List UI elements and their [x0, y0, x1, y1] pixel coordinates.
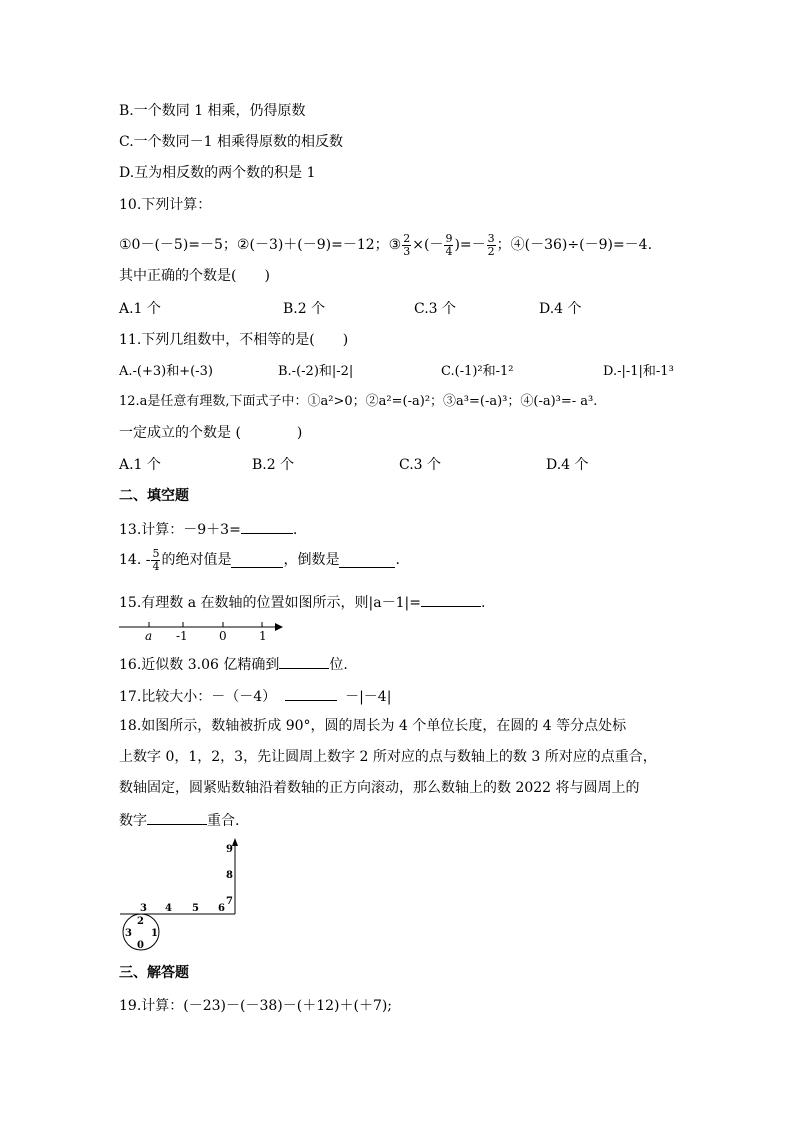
q15-period: .	[480, 595, 486, 611]
q10-times: ×(－	[412, 237, 444, 253]
circle-label-2: 2	[137, 916, 144, 927]
q13-answer-blank	[241, 519, 293, 534]
q10-expressions	[119, 228, 652, 262]
q15-label-1: 1	[259, 629, 267, 643]
q18-line4-prefix: 数字	[119, 813, 147, 829]
q10-option-c: C.3 个	[414, 301, 457, 317]
q15-number-line	[115, 617, 290, 645]
axis-label-7: 7	[226, 896, 233, 907]
q10-option-a: A.1 个	[119, 301, 161, 317]
axis-label-9: 9	[226, 844, 233, 855]
q10-option-b: B.2 个	[283, 301, 326, 317]
q9-option-c: C.一个数同－1 相乘得原数的相反数	[119, 134, 344, 150]
circle-label-0: 0	[137, 940, 144, 951]
q14-period: .	[395, 552, 400, 568]
axis-label-4: 4	[165, 903, 172, 914]
axis-label-3: 3	[140, 903, 147, 914]
q11-option-a: A.-(+3)和+(-3)	[119, 364, 213, 379]
q12-question: 一定成立的个数是 ( )	[119, 425, 303, 441]
q18-line3: 数轴固定，圆紧贴数轴沿着数轴的正方向滚动，那么数轴上的数 2022 将与圆周上的	[119, 780, 640, 796]
q14-reciprocal-blank	[339, 553, 395, 568]
axis-label-5: 5	[192, 903, 199, 914]
q11-stem: 11.下列几组数中，不相等的是( )	[119, 332, 349, 348]
q11-option-d: D.-|-1|和-1³	[603, 364, 674, 379]
q15-label-neg1: -1	[176, 629, 188, 643]
section-solve-heading: 三、解答题	[119, 965, 189, 981]
q10-eq: )=－	[454, 237, 486, 253]
q18-line4	[119, 810, 239, 830]
q14-reciprocal-text: ，倒数是	[283, 552, 340, 568]
q18-line4-suffix: 重合.	[207, 813, 240, 829]
q14-fraction: $\frac{5}{4}$	[152, 546, 160, 573]
q10-part2: ；④(－36)÷(－9)=－4.	[496, 237, 653, 253]
q14-abs-text: 的绝对值是	[161, 552, 232, 568]
q18-line2: 上数字 0，1，2，3，先让圆周上数字 2 所对应的点与数轴上的数 3 所对应的点重合，	[119, 749, 657, 765]
q9-option-d: D.互为相反数的两个数的积是 1	[119, 165, 316, 181]
q10-fraction-1: $\frac{2}{3}$	[403, 231, 411, 258]
q10-stem: 10.下列计算：	[119, 197, 212, 213]
q10-question: 其中正确的个数是( )	[119, 268, 270, 284]
q12-stem: 12.a是任意有理数,下面式子中：①a²>0；②a²=(-a)²；③a³=(-a)³；④(-a)³=- a³.	[119, 394, 598, 409]
q13-text: 13.计算：－9＋3=	[119, 522, 241, 538]
q12-option-d: D.4 个	[546, 457, 589, 473]
q9-option-b: B.一个数同 1 相乘，仍得原数	[119, 103, 306, 119]
q14-abs-blank	[231, 553, 283, 568]
q16-answer-blank	[279, 654, 329, 669]
q12-option-b: B.2 个	[252, 457, 295, 473]
q19: 19.计算：(－23)－(－38)－(＋12)＋(＋7);	[119, 998, 393, 1014]
q16-text: 16.近似数 3.06 亿精确到	[119, 657, 280, 673]
q14-prefix: 14. -	[119, 552, 151, 568]
q14	[119, 543, 400, 577]
q18-folded-axis-figure	[118, 838, 248, 953]
q11-option-b: B.-(-2)和|-2|	[278, 364, 354, 379]
q17	[119, 686, 391, 706]
q15-text: 15.有理数 a 在数轴的位置如图所示，则|a－1|=	[119, 595, 421, 611]
q11-option-c: C.(-1)²和-1²	[441, 364, 514, 379]
circle-label-3: 3	[125, 928, 132, 939]
q15-label-a: a	[145, 629, 153, 643]
q10-fraction-2: $\frac{9}{4}$	[445, 231, 453, 258]
q15	[119, 592, 485, 612]
q12-option-c: C.3 个	[399, 457, 442, 473]
q15-answer-blank	[421, 592, 481, 607]
axis-label-6: 6	[218, 903, 225, 914]
q18-answer-blank	[147, 810, 207, 825]
axis-label-8: 8	[226, 870, 233, 881]
q18-line1: 18.如图所示，数轴被折成 90°，圆的周长为 4 个单位长度，在圆的 4 等分点处标	[119, 718, 627, 734]
q17-suffix: －|－4|	[345, 689, 392, 705]
q17-answer-blank	[285, 686, 337, 701]
q13-period: .	[292, 522, 298, 538]
section-fill-in-heading: 二、填空题	[119, 488, 189, 504]
q17-text: 17.比较大小：－（－4）	[119, 689, 277, 705]
q10-fraction-3: $\frac{3}{2}$	[487, 231, 495, 258]
q13	[119, 519, 297, 539]
circle-label-1: 1	[151, 928, 158, 939]
q16-suffix: 位.	[329, 657, 348, 673]
q12-option-a: A.1 个	[119, 457, 161, 473]
q10-part1: ①0－(－5)=－5；②(－3)＋(－9)=－12；③	[119, 237, 402, 253]
q10-option-d: D.4 个	[539, 301, 582, 317]
q15-label-0: 0	[219, 629, 227, 643]
q16	[119, 654, 348, 674]
